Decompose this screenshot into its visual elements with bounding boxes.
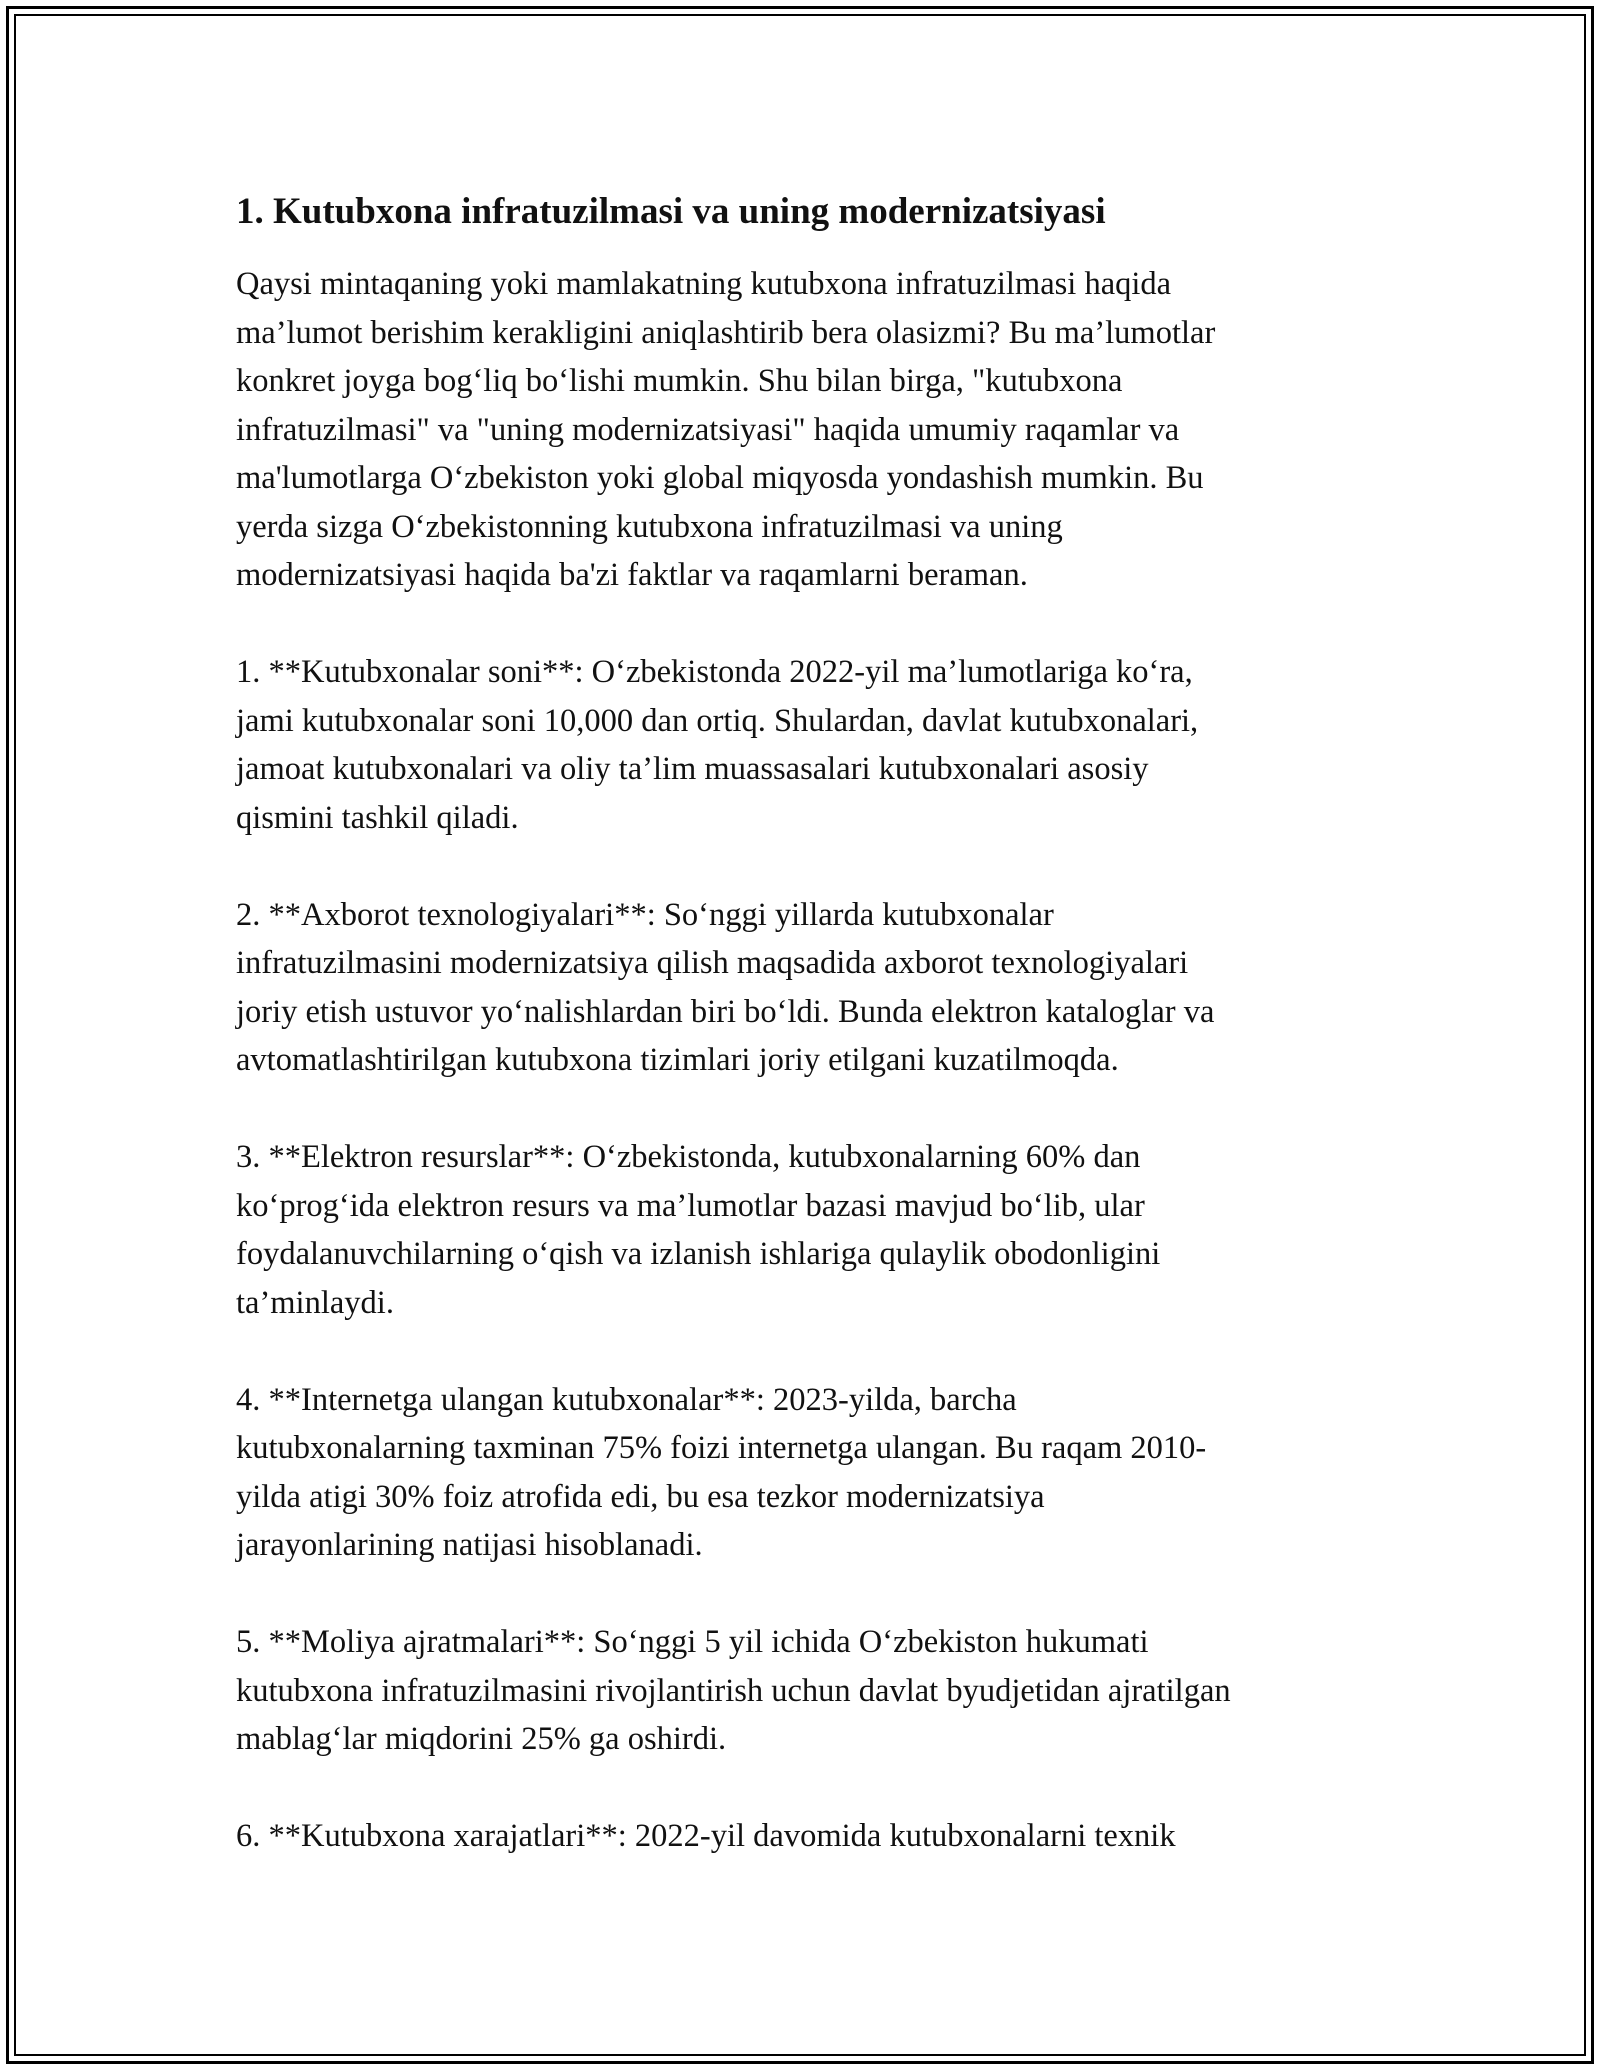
text-line: ma’lumot berishim kerakligini aniqlashtirib bera olasizmi? Bu ma’lumotlar (236, 314, 1216, 351)
text-line: 4. **Internetga ulangan kutubxonalar**: 2023-yilda, barcha (236, 1381, 1017, 1418)
text-line: infratuzilmasini modernizatsiya qilish maqsadida axborot texnologiyalari (236, 945, 1189, 981)
intro-paragraph (236, 260, 1376, 600)
list-item-internet-connected (236, 1376, 1376, 1570)
text-line: kutubxonalarning taxminan 75% foizi internetga ulangan. Bu raqam 2010- (236, 1430, 1207, 1466)
text-line: joriy etish ustuvor yo‘nalishlardan biri bo‘ldi. Bunda elektron kataloglar va (236, 993, 1215, 1030)
text-line: 6. **Kutubxona xarajatlari**: 2022-yil davomida kutubxonalarni texnik (236, 1818, 1176, 1854)
text-line: yerda sizga O‘zbekistonning kutubxona infratuzilmasi va uning (236, 508, 1063, 545)
text-line: 5. **Moliya ajratmalari**: So‘nggi 5 yil ichida O‘zbekiston hukumati (236, 1624, 1149, 1660)
text-line: Qaysi mintaqaning yoki mamlakatning kutubxona infratuzilmasi haqida (236, 266, 1172, 302)
list-item-electronic-resources (236, 1133, 1376, 1327)
text-line: ta’minlaydi. (236, 1284, 394, 1321)
text-line: ko‘prog‘ida elektron resurs va ma’lumotlar bazasi mavjud bo‘lib, ular (236, 1187, 1145, 1224)
text-line: yilda atigi 30% foiz atrofida edi, bu esa tezkor modernizatsiya (236, 1478, 1045, 1515)
text-line: qismini tashkil qiladi. (236, 799, 519, 836)
text-line: jamoat kutubxonalari va oliy ta’lim muassasalari kutubxonalari asosiy (236, 751, 1149, 787)
text-line: infratuzilmasi" va "uning modernizatsiyasi" haqida umumiy raqamlar va (236, 411, 1180, 448)
text-line: 1. **Kutubxonalar soni**: O‘zbekistonda 2022-yil ma’lumotlariga ko‘ra, (236, 654, 1193, 690)
text-line: jami kutubxonalar soni 10,000 dan ortiq. Shulardan, davlat kutubxonalari, (236, 702, 1199, 739)
text-line: modernizatsiyasi haqida ba'zi faktlar va raqamlarni beraman. (236, 557, 1028, 593)
text-line: konkret joyga bog‘liq bo‘lishi mumkin. Shu bilan birga, "kutubxona (236, 363, 1123, 399)
list-item-information-technology (236, 891, 1376, 1085)
text-line: avtomatlashtirilgan kutubxona tizimlari joriy etilgani kuzatilmoqda. (236, 1042, 1119, 1078)
list-item-funding (236, 1618, 1376, 1764)
text-line: ma'lumotlarga O‘zbekiston yoki global miqyosda yondashish mumkin. Bu (236, 460, 1204, 496)
text-line: kutubxona infratuzilmasini rivojlantirish uchun davlat byudjetidan ajratilgan (236, 1672, 1231, 1709)
text-line: 2. **Axborot texnologiyalari**: So‘nggi yillarda kutubxonalar (236, 896, 1054, 933)
text-line: mablag‘lar miqdorini 25% ga oshirdi. (236, 1721, 727, 1757)
list-item-library-count (236, 648, 1376, 842)
text-line: jarayonlarining natijasi hisoblanadi. (236, 1527, 703, 1563)
text-line: foydalanuvchilarning o‘qish va izlanish ishlariga qulaylik obodonligini (236, 1236, 1161, 1272)
text-line: 3. **Elektron resurslar**: O‘zbekistonda, kutubxonalarning 60% dan (236, 1139, 1141, 1175)
section-heading: 1. Kutubxona infratuzilmasi va uning modernizatsiyasi (236, 191, 1106, 232)
document-body (236, 186, 1376, 1909)
list-item-expenses (236, 1812, 1376, 1861)
